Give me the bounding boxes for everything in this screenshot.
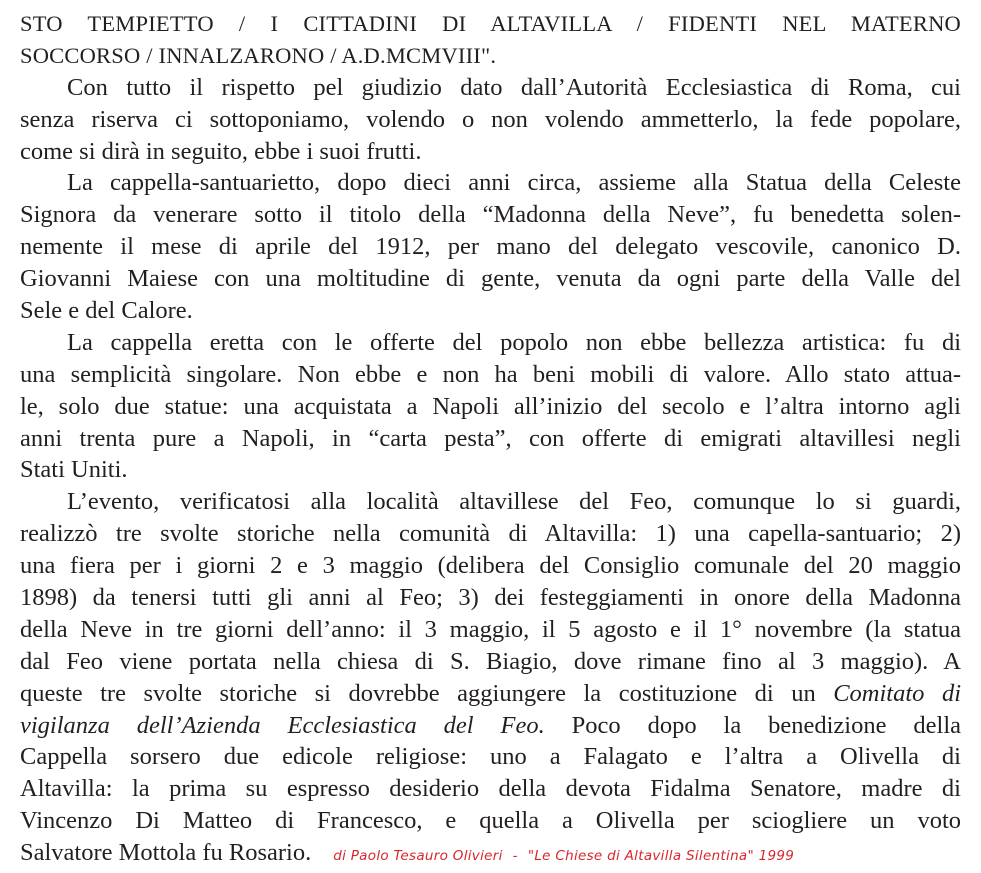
paragraph-line: L’evento, verificatosi alla località altavillese del Feo, comunque lo si guardi,: [67, 488, 961, 516]
paragraph-line: una semplicità singolare. Non ebbe e non ha beni mobili di valore. Allo stato attua-: [20, 360, 961, 388]
paragraph-line: come si dirà in seguito, ebbe i suoi frutti.: [20, 137, 422, 165]
paragraph-line: nemente il mese di aprile del 1912, per mano del delegato vescovile, canonico D.: [20, 233, 961, 261]
paragraph-line: anni trenta pure a Napoli, in “carta pesta”, con offerte di emigrati altavillesi negli: [20, 424, 961, 452]
paragraph-line: Giovanni Maiese con una moltitudine di gente, venuta da ogni parte della Valle del: [20, 265, 961, 293]
paragraph-4: [20, 486, 961, 869]
paragraph-line: una fiera per i giorni 2 e 3 maggio (delibera del Consiglio comunale del 20 maggio: [20, 552, 961, 580]
paragraph-line: Signora da venerare sotto il titolo della “Madonna della Neve”, fu benedetta solen-: [20, 201, 961, 229]
plain-text: Poco dopo la benedizione della: [544, 711, 962, 739]
paragraph-line: La cappella eretta con le offerte del popolo non ebbe bellezza artistica: fu di: [67, 328, 961, 356]
plain-text: queste tre svolte storiche si dovrebbe aggiungere la costituzione di un: [20, 679, 834, 707]
paragraph-1: [20, 72, 961, 168]
heading-line-1: STO TEMPIETTO / I CITTADINI DI ALTAVILLA / FIDENTI NEL MATERNO: [20, 11, 961, 36]
paragraph-line: Stati Uniti.: [20, 456, 128, 484]
paragraph-line: Altavilla: la prima su espresso desiderio della devota Fidalma Senatore, madre di: [20, 775, 961, 803]
paragraph-line: le, solo due statue: una acquistata a Napoli all’inizio del secolo e l’altra intorno agli: [20, 392, 961, 420]
paragraph-line: Cappella sorsero due edicole religiose: uno a Falagato e l’altra a Olivella di: [20, 743, 961, 771]
closing-text: Salvatore Mottola fu Rosario.: [20, 839, 312, 867]
paragraph-line-mixed: [20, 710, 961, 742]
paragraph-last-line: [20, 837, 961, 869]
italic-text: vigilanza dell’Azienda Ecclesiastica del Feo.: [20, 711, 545, 739]
paragraph-2: [20, 167, 961, 326]
paragraph-line: della Neve in tre giorni dell’anno: il 3 maggio, il 5 agosto e il 1° novembre (la statua: [20, 615, 961, 643]
paragraph-line: dal Feo viene portata nella chiesa di S. Biagio, dove rimane fino al 3 maggio). A: [20, 647, 961, 675]
credit-source: "Le Chiese di Altavilla Silentina" 1999: [527, 848, 795, 865]
heading-line-2: SOCCORSO / INNALZARONO / A.D.MCMVIII".: [20, 42, 497, 68]
paragraph-line: Con tutto il rispetto pel giudizio dato dall’Autorità Ecclesiastica di Roma, cui: [67, 73, 961, 101]
paragraph-line: senza riserva ci sottoponiamo, volendo o non volendo ammetterlo, la fede popolare,: [20, 105, 961, 133]
paragraph-line: 1898) da tenersi tutti gli anni al Feo; 3) dei festeggiamenti in onore della Madonna: [20, 584, 961, 612]
credit-separator: -: [512, 848, 518, 865]
italic-text: Comitato di: [833, 679, 962, 707]
credit-author: di Paolo Tesauro Olivieri: [333, 848, 503, 865]
paragraph-line-mixed: [20, 678, 961, 710]
paragraph-line: La cappella-santuarietto, dopo dieci anni circa, assieme alla Statua della Celeste: [67, 169, 961, 197]
paragraph-3: [20, 327, 961, 486]
paragraph-line: Sele e del Calore.: [20, 297, 193, 325]
paragraph-line: realizzò tre svolte storiche nella comunità di Altavilla: 1) una capella-santuario; 2): [20, 520, 961, 548]
paragraph-line: Vincenzo Di Matteo di Francesco, e quella a Olivella per sciogliere un voto: [20, 807, 961, 835]
